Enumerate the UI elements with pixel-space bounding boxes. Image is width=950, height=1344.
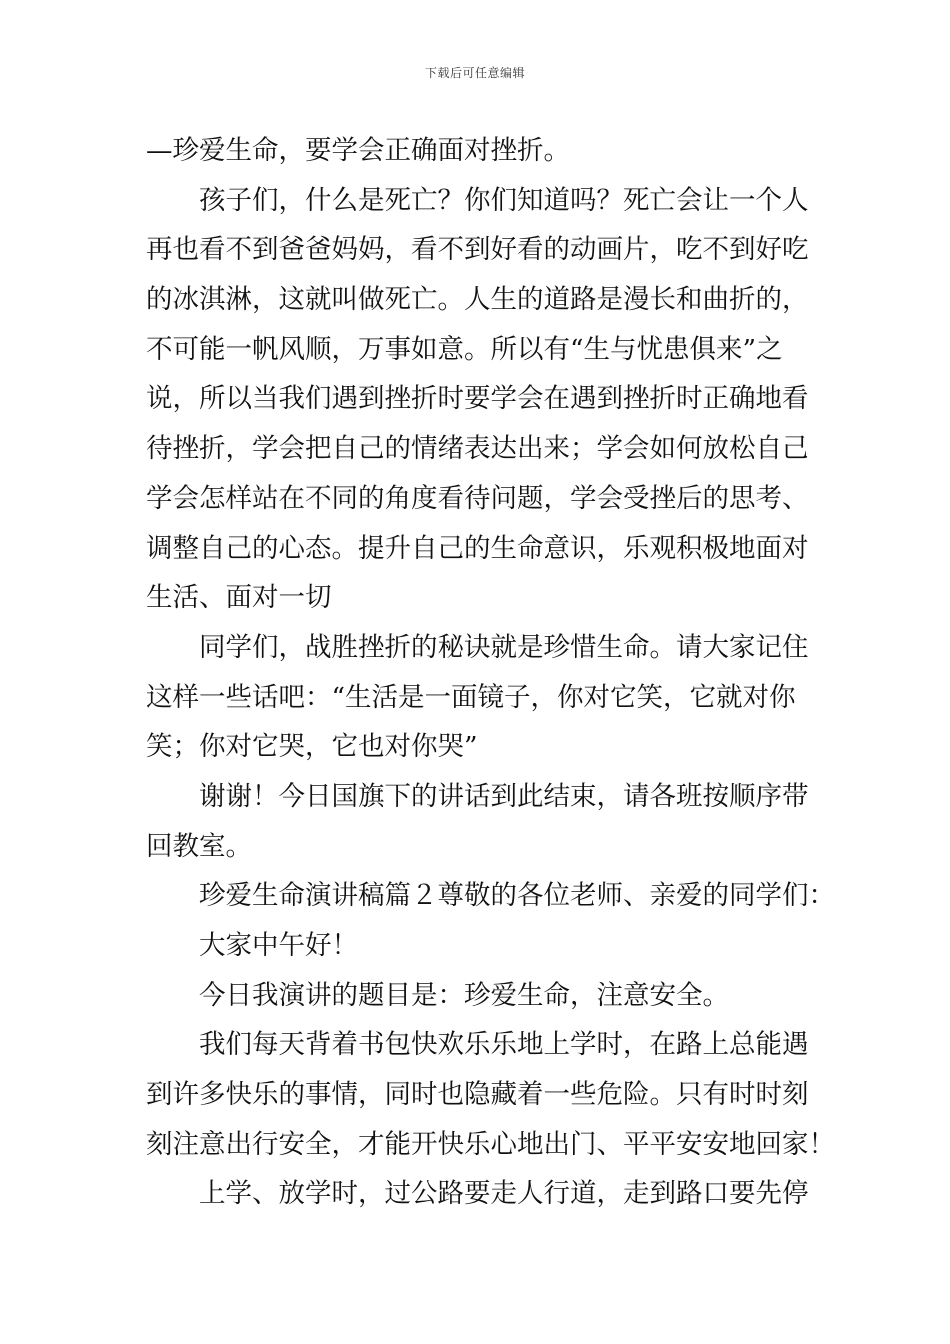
text-line: 谢谢！今日国旗下的讲话到此结束，请各班按顺序带 bbox=[199, 780, 809, 812]
text-line: 这样一些话吧：“生活是一面镜子，你对它笑，它就对你 bbox=[146, 681, 796, 713]
text-line: 学会怎样站在不同的角度看待问题，学会受挫后的思考、 bbox=[146, 482, 809, 514]
text-line: 再也看不到爸爸妈妈，看不到好看的动画片，吃不到好吃 bbox=[146, 234, 809, 266]
text-line: 到许多快乐的事情，同时也隐藏着一些危险。只有时时刻 bbox=[146, 1079, 809, 1111]
text-line: —珍爱生命，要学会正确面对挫折。 bbox=[146, 135, 570, 166]
text-line: 调整自己的心态。提升自己的生命意识，乐观积极地面对 bbox=[146, 532, 809, 564]
text-line: 刻注意出行安全，才能开快乐心地出门、平平安安地回家！ bbox=[146, 1128, 835, 1160]
text-line: 的冰淇淋，这就叫做死亡。人生的道路是漫长和曲折的， bbox=[146, 284, 809, 316]
text-line: 不可能一帆风顺，万事如意。所以有“生与忧患俱来”之 bbox=[146, 333, 783, 365]
document-body bbox=[146, 126, 835, 1219]
page-header: 下载后可任意编辑 bbox=[424, 66, 525, 80]
text-line: 孩子们，什么是死亡？你们知道吗？死亡会让一个人 bbox=[199, 184, 809, 216]
text-line: 上学、放学时，过公路要走人行道，走到路口要先停 bbox=[199, 1178, 809, 1210]
text-line: 生活、面对一切 bbox=[146, 582, 332, 614]
text-line: 今日我演讲的题目是：珍爱生命，注意安全。 bbox=[199, 979, 729, 1011]
text-line: 珍爱生命演讲稿篇２尊敬的各位老师、亲爱的同学们： bbox=[199, 880, 835, 912]
text-line: 笑；你对它哭，它也对你哭” bbox=[146, 731, 478, 763]
text-line: 同学们，战胜挫折的秘诀就是珍惜生命。请大家记住 bbox=[199, 631, 809, 663]
text-line: 回教室。 bbox=[146, 830, 252, 862]
text-line: 大家中午好！ bbox=[199, 930, 358, 961]
text-line: 说，所以当我们遇到挫折时要学会在遇到挫折时正确地看 bbox=[146, 383, 809, 415]
text-line: 我们每天背着书包快欢乐乐地上学时，在路上总能遇 bbox=[199, 1029, 809, 1061]
text-line: 待挫折，学会把自己的情绪表达出来；学会如何放松自己 bbox=[146, 433, 809, 465]
